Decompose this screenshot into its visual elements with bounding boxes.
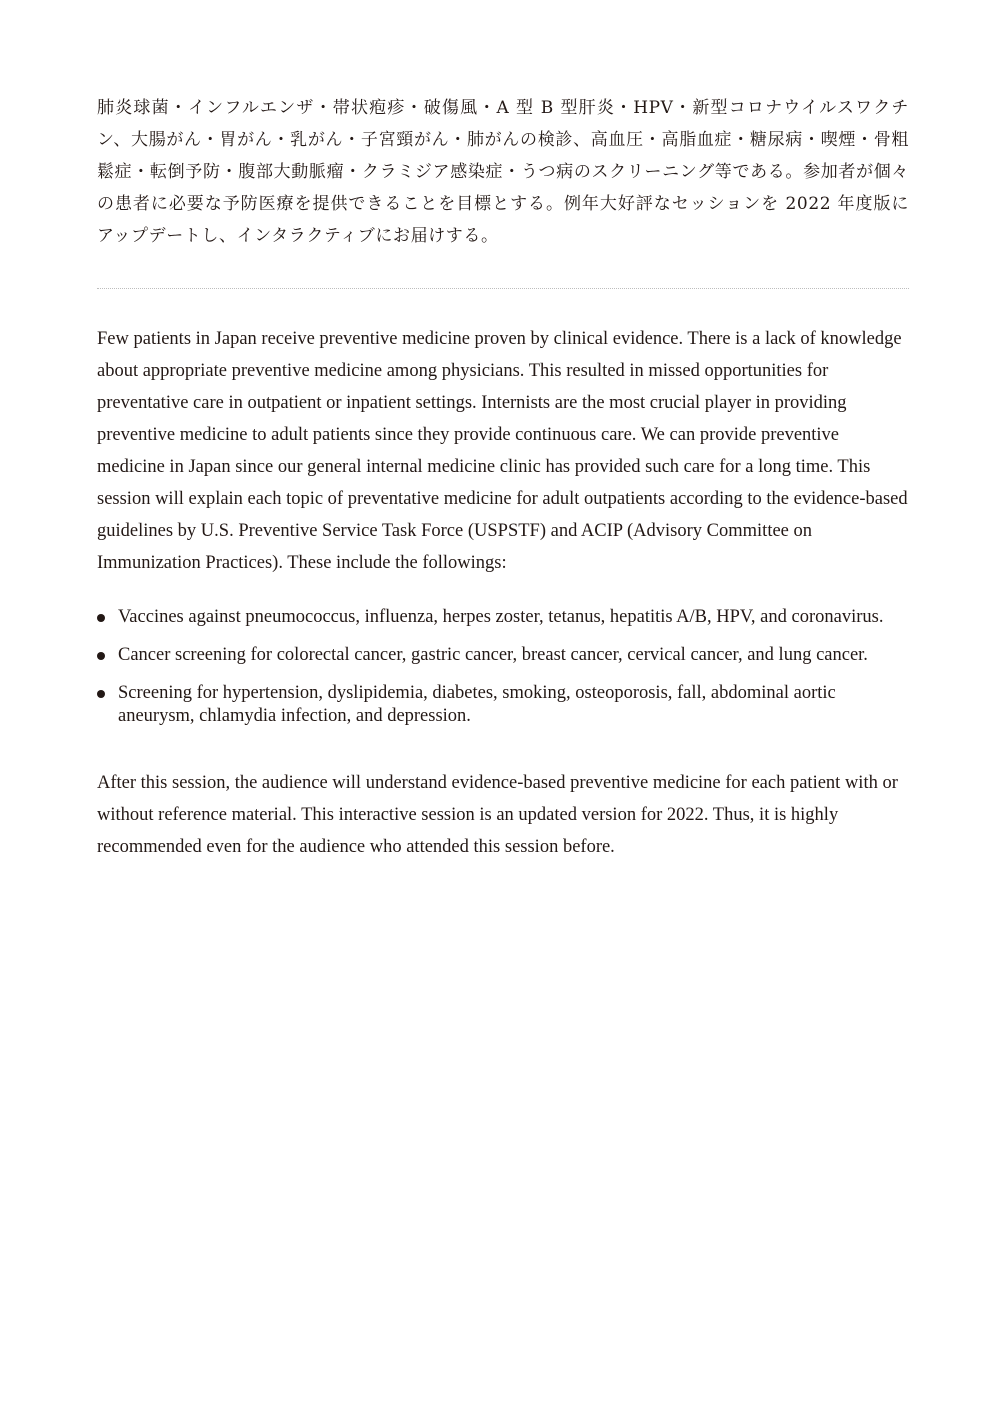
list-item-screening [97,682,909,728]
list-item-text: Cancer screening for colorectal cancer, gastric cancer, breast cancer, cervical cancer, and lung cancer. [118,645,868,665]
english-outro-paragraph: After this session, the audience will understand evidence-based preventive medicine for each patient with or without reference material. This interactive session is an updated version for 2022. Thus, it is highly recommended even for the audience who attended this session before. [97,773,898,857]
bullet-icon [97,614,105,622]
japanese-summary-paragraph: 肺炎球菌・インフルエンザ・帯状疱疹・破傷風・A 型 B 型肝炎・HPV・新型コロナウイルスワクチン、大腸がん・胃がん・乳がん・子宮頸がん・肺がんの検診、高血圧・高脂血症・糖尿病・喫煙・骨粗鬆症・転倒予防・腹部大動脈瘤・クラミジア感染症・うつ病のスクリーニング等である。参加者が個々の患者に必要な予防医療を提供できることを目標とする。例年大好評なセッションを 2022 年度版にアップデートし、インタラクティブにお届けする。 [97,98,909,246]
list-item-text: Screening for hypertension, dyslipidemia, diabetes, smoking, osteoporosis, fall, abdominal aortic aneurysm, chlamydia infection, and depression. [118,683,836,726]
document-page [97,92,909,863]
bullet-icon [97,690,105,698]
dotted-divider [97,288,909,289]
list-item-text: Vaccines against pneumococcus, influenza, herpes zoster, tetanus, hepatitis A/B, HPV, and coronavirus. [118,607,884,627]
topic-bullet-list [97,606,909,728]
bullet-icon [97,652,105,660]
list-item-cancer-screening [97,644,909,667]
english-intro-paragraph: Few patients in Japan receive preventive medicine proven by clinical evidence. There is a lack of knowledge about appropriate preventive medicine among physicians. This resulted in missed opportunities for preventative care in outpatient or inpatient settings. Internists are the most crucial player in providing preventive medicine to adult patients since they provide continuous care. We can provide preventive medicine in Japan since our general internal medicine clinic has provided such care for a long time. This session will explain each topic of preventative medicine for adult outpatients according to the evidence-based guidelines by U.S. Preventive Service Task Force (USPSTF) and ACIP (Advisory Committee on Immunization Practices). These include the followings: [97,329,908,573]
list-item-vaccines [97,606,909,629]
